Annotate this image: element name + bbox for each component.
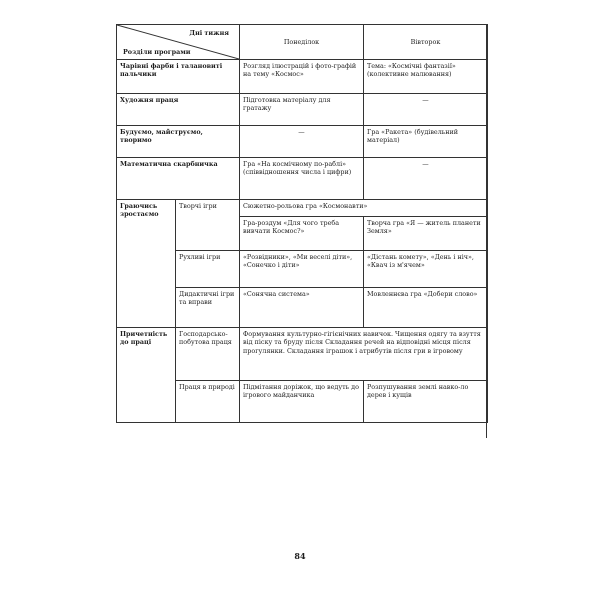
weekly-plan-table bbox=[116, 24, 488, 423]
tuesday-cell: Гра «Ракета» (будівельний матеріал) bbox=[364, 126, 488, 158]
monday-cell: «Сонячна система» bbox=[240, 288, 364, 328]
monday-cell: Розгляд ілюстрацій і фото-графій на тему «Космос» bbox=[240, 60, 364, 94]
tuesday-cell: «Дістань комету», «День і ніч», «Квач із м'ячем» bbox=[364, 251, 488, 288]
table-row bbox=[117, 126, 488, 158]
table-row bbox=[117, 94, 488, 126]
table-row bbox=[117, 200, 488, 217]
section-cell: Чарівні фарби і талановиті пальчики bbox=[117, 60, 240, 94]
tuesday-cell: — bbox=[364, 158, 488, 200]
tuesday-header: Вівторок bbox=[364, 25, 488, 60]
section-cell: Художня праця bbox=[117, 94, 240, 126]
table-row bbox=[117, 328, 488, 381]
labor-group-cell: Причетність до праці bbox=[117, 328, 176, 423]
monday-cell: Гра-роздум «Для чого треба вивчати Космос?» bbox=[240, 217, 364, 251]
table-row bbox=[117, 60, 488, 94]
diagonal-header-cell bbox=[117, 25, 240, 60]
monday-header: Понеділок bbox=[240, 25, 364, 60]
table-header-row bbox=[117, 25, 488, 60]
monday-tuesday-cell: Сюжетно-рольова гра «Космонавти» bbox=[240, 200, 488, 217]
table-right-edge bbox=[486, 24, 489, 438]
household-labor-label: Господарсько-побутова праця bbox=[176, 328, 240, 381]
monday-cell: — bbox=[240, 126, 364, 158]
monday-tuesday-cell: Формування культурно-гігієнічних навичок. Чищення одягу та взуття від піску та бруду після Складання речей на відповідні місця після прогулянки. Складання іграшок і атрибутів після гри в ігровому bbox=[240, 328, 488, 381]
monday-cell: Гра «На космічному по-раблі» (співвідношення числа і цифри) bbox=[240, 158, 364, 200]
mobile-games-label: Рухливі ігри bbox=[176, 251, 240, 288]
tuesday-cell: — bbox=[364, 94, 488, 126]
play-group-cell: Граючись зростаємо bbox=[117, 200, 176, 328]
section-cell: Математична скарбничка bbox=[117, 158, 240, 200]
tuesday-cell: Творча гра «Я — житель планети Земля» bbox=[364, 217, 488, 251]
program-sections-label: Розділи програми bbox=[123, 48, 191, 56]
monday-cell: Підмітання доріжок, що ведуть до ігрового майданчика bbox=[240, 381, 364, 423]
tuesday-cell: Мовленнєва гра «Добери слово» bbox=[364, 288, 488, 328]
table-row bbox=[117, 158, 488, 200]
tuesday-cell: Розпушування землі навко-ло дерев і кущів bbox=[364, 381, 488, 423]
days-of-week-label: Дні тижня bbox=[189, 29, 229, 37]
creative-games-label: Творчі ігри bbox=[176, 200, 240, 251]
monday-cell: «Розвідники», «Ми веселі діти», «Сонечко і діти» bbox=[240, 251, 364, 288]
nature-labor-label: Праця в природі bbox=[176, 381, 240, 423]
page-number: 84 bbox=[294, 551, 306, 561]
tuesday-cell: Тема: «Космічні фантазії» (колективне малювання) bbox=[364, 60, 488, 94]
monday-cell: Підготовка матеріалу для гратажу bbox=[240, 94, 364, 126]
section-cell: Будуємо, майструємо, творимо bbox=[117, 126, 240, 158]
didactic-games-label: Дидактичні ігри та вправи bbox=[176, 288, 240, 328]
